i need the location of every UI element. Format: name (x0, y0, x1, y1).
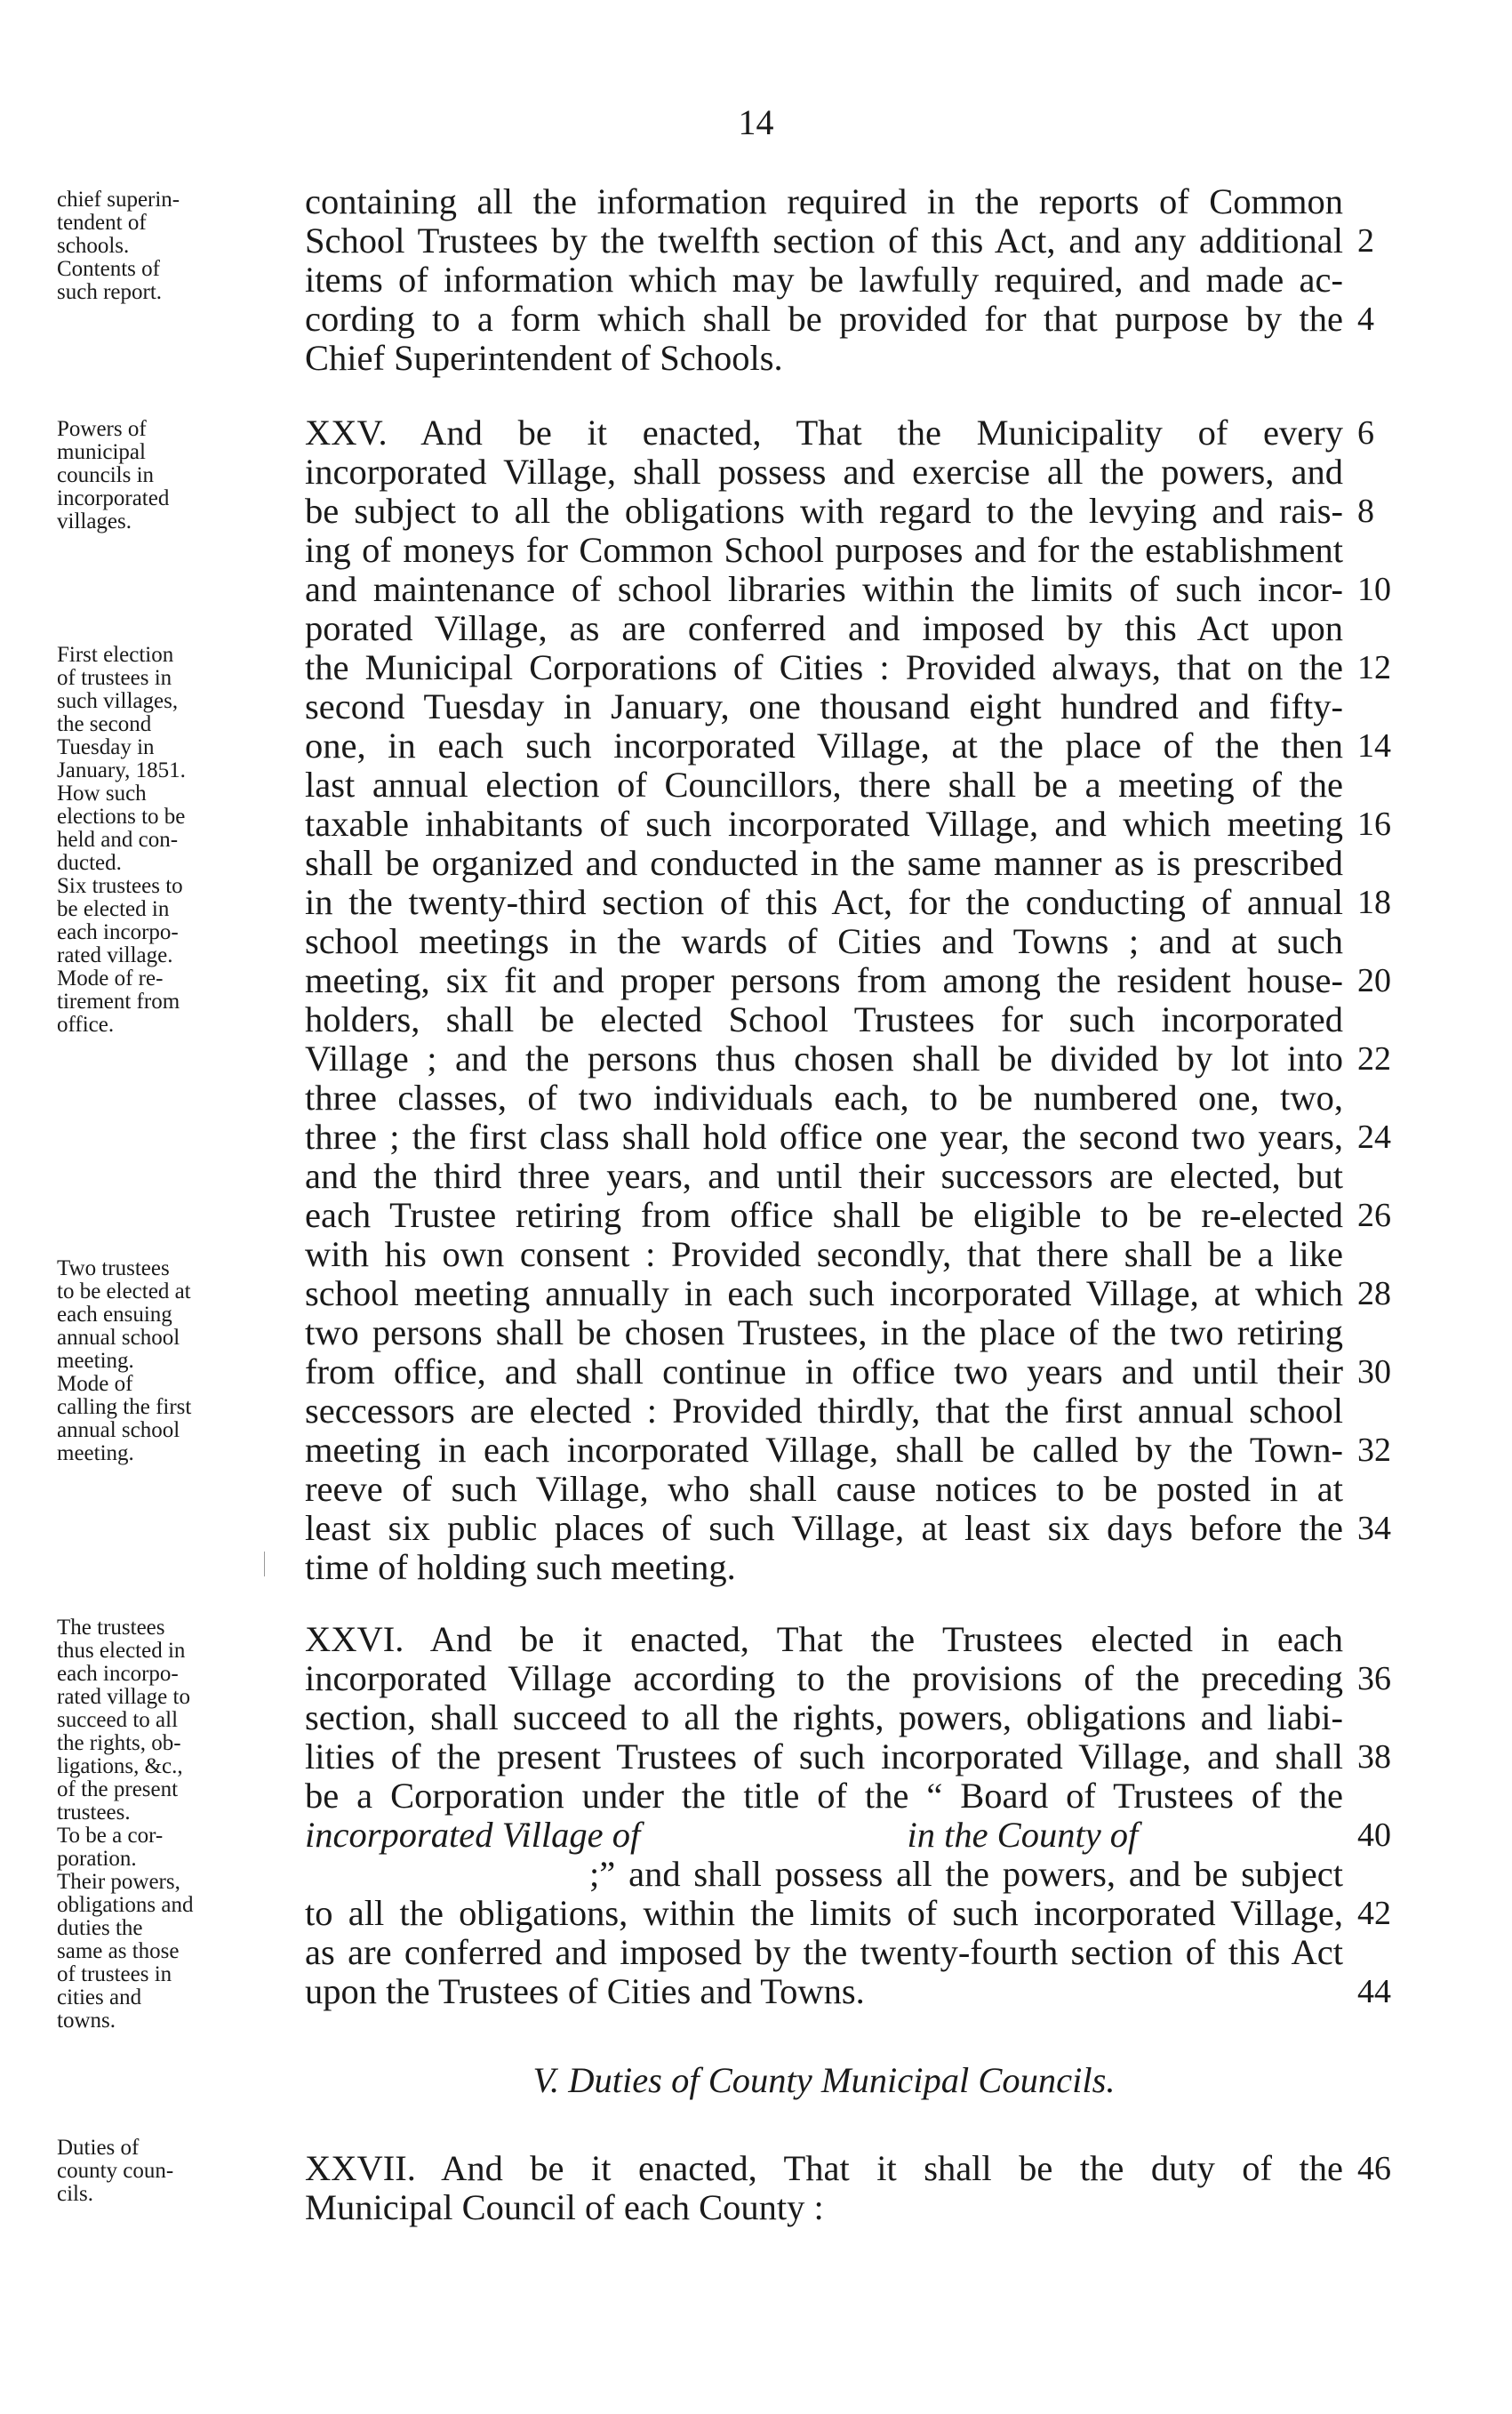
margin-note-line: chief superin- (57, 188, 180, 212)
margin-note-line: such villages, (57, 689, 179, 713)
body-line: shall be organized and conducted in the same manner as is prescribed (305, 843, 1343, 883)
margin-note-line: towns. (57, 2009, 116, 2033)
line-number: 4 (1357, 301, 1374, 338)
line-number: 26 (1357, 1197, 1391, 1234)
body-line: three ; the first class shall hold office one year, the second two years, (305, 1117, 1343, 1157)
body-line: upon the Trustees of Cities and Towns. (305, 1971, 865, 2011)
margin-note-line: obligations and (57, 1893, 194, 1917)
body-line: lities of the present Trustees of such incorporated Village, and shall (305, 1736, 1343, 1776)
margin-note-line: Mode of (57, 1372, 133, 1396)
line-number: 34 (1357, 1510, 1391, 1547)
line-number: 12 (1357, 649, 1391, 686)
line-number: 46 (1357, 2150, 1391, 2187)
margin-note-line: incorporated (57, 486, 170, 510)
margin-note-line: The trustees (57, 1616, 165, 1640)
section-xxvii-first-line: XXVII. And be it enacted, That it shall be the duty of the (305, 2148, 1343, 2188)
body-line: second Tuesday in January, one thousand eight hundred and fifty- (305, 686, 1343, 726)
margin-note-line: cils. (57, 2182, 93, 2206)
body-line: school meetings in the wards of Cities and Towns ; and at such (305, 921, 1343, 961)
margin-note-line: annual school (57, 1418, 180, 1442)
body-line: seccessors are elected : Provided thirdly, that the first annual school (305, 1391, 1343, 1431)
body-line: cording to a form which shall be provided for that purpose by the (305, 299, 1343, 339)
corporation-title-county: in the County of (907, 1815, 1139, 1855)
line-number: 22 (1357, 1040, 1391, 1078)
body-line: with his own consent : Provided secondly, that there shall be a like (305, 1234, 1343, 1274)
margin-note-line: trustees. (57, 1800, 131, 1825)
margin-note-line: Contents of (57, 257, 160, 281)
body-line: ing of moneys for Common School purposes and for the establishment (305, 530, 1343, 570)
margin-note-line: Two trustees (57, 1256, 170, 1280)
body-line: two persons shall be chosen Trustees, in the place of the two retiring (305, 1312, 1343, 1352)
line-number: 6 (1357, 414, 1374, 452)
margin-note-line: tendent of (57, 211, 147, 235)
margin-note-line: each incorpo- (57, 1662, 179, 1686)
margin-note-line: thus elected in (57, 1639, 186, 1663)
margin-note-line: to be elected at (57, 1279, 191, 1303)
line-number: 20 (1357, 962, 1391, 999)
margin-note-line: To be a cor- (57, 1824, 164, 1848)
margin-note-line: calling the first (57, 1395, 192, 1419)
body-line: school meeting annually in each such incorporated Village, at which (305, 1273, 1343, 1313)
body-line: containing all the information required in the reports of Common (305, 181, 1343, 221)
part-heading: V. Duties of County Municipal Councils. (532, 2060, 1116, 2100)
body-line: meeting, six fit and proper persons from among the resident house- (305, 960, 1343, 1000)
line-number: 40 (1357, 1817, 1391, 1854)
line-number: 24 (1357, 1119, 1391, 1156)
margin-note-line: such report. (57, 280, 163, 304)
body-line: last annual election of Councillors, there shall be a meeting of the (305, 765, 1343, 805)
body-line: be subject to all the obligations with regard to the levying and rais- (305, 491, 1343, 531)
margin-note-line: meeting. (57, 1441, 134, 1465)
line-number: 16 (1357, 806, 1391, 843)
margin-note-line: municipal (57, 440, 146, 464)
margin-note-line: January, 1851. (57, 758, 186, 782)
body-line: Municipal Council of each County : (305, 2187, 824, 2227)
line-number: 44 (1357, 1973, 1391, 2010)
body-line: holders, shall be elected School Trustees for such incorporated (305, 999, 1343, 1039)
margin-note-first-election (57, 644, 286, 1037)
line-number: 30 (1357, 1353, 1391, 1391)
margin-note-line: of trustees in (57, 666, 172, 690)
body-line: School Trustees by the twelfth section of this Act, and any additional (305, 221, 1343, 261)
margin-note-line: same as those (57, 1939, 180, 1963)
margin-note-line: the rights, ob- (57, 1731, 181, 1755)
body-line: meeting in each incorporated Village, shall be called by the Town- (305, 1430, 1343, 1470)
margin-note-line: elections to be (57, 805, 186, 829)
line-number: 14 (1357, 727, 1391, 765)
body-line: each Trustee retiring from office shall be eligible to be re-elected (305, 1195, 1343, 1235)
margin-note-line: duties the (57, 1916, 143, 1940)
body-line: and the third three years, and until their successors are elected, but (305, 1156, 1343, 1196)
body-line: to all the obligations, within the limits of such incorporated Village, (305, 1893, 1343, 1933)
margin-note-line: Powers of (57, 417, 147, 441)
margin-note-line: of the present (57, 1777, 179, 1801)
line-number: 32 (1357, 1432, 1391, 1469)
margin-note-line: each ensuing (57, 1303, 172, 1327)
section-xxvi-first-line: XXVI. And be it enacted, That the Trustees elected in each (305, 1619, 1343, 1659)
margin-note-line: councils in (57, 463, 155, 487)
body-line: one, in each such incorporated Village, at the place of the then (305, 726, 1343, 766)
margin-note-trustees-succeed (57, 1616, 286, 2033)
line-number: 18 (1357, 884, 1391, 921)
body-line: Chief Superintendent of Schools. (305, 338, 783, 378)
section-xxv-first-line: XXV. And be it enacted, That the Municipality of every (305, 413, 1343, 453)
margin-note-line: be elected in (57, 897, 170, 921)
body-line: from office, and shall continue in office two years and until their (305, 1351, 1343, 1391)
margin-note-line: of trustees in (57, 1962, 172, 1986)
margin-note-powers-of-councils (57, 418, 286, 533)
body-line: reeve of such Village, who shall cause notices to be posted in at (305, 1469, 1343, 1509)
margin-note-line: each incorpo- (57, 920, 179, 944)
line-number: 28 (1357, 1275, 1391, 1312)
margin-note-line: schools. (57, 234, 130, 258)
line-number: 2 (1357, 222, 1374, 260)
body-line: and maintenance of school libraries within the limits of such incor- (305, 569, 1343, 609)
body-line: section, shall succeed to all the rights, powers, obligations and liabi- (305, 1697, 1343, 1737)
margin-note-line: county coun- (57, 2159, 174, 2183)
body-line: three classes, of two individuals each, to be numbered one, two, (305, 1078, 1343, 1118)
margin-note-line: rated village to (57, 1685, 190, 1709)
margin-note-line: First election (57, 643, 174, 667)
line-number: 36 (1357, 1660, 1391, 1697)
body-line: time of holding such meeting. (305, 1547, 736, 1587)
margin-note-line: succeed to all (57, 1708, 179, 1732)
margin-note-line: ligations, &c., (57, 1754, 183, 1778)
margin-note-line: How such (57, 782, 147, 806)
margin-note-line: office. (57, 1013, 115, 1037)
body-line: be a Corporation under the title of the “ Board of Trustees of the (305, 1776, 1343, 1816)
margin-note-line: poration. (57, 1847, 137, 1871)
margin-note-duties-of-councils (57, 2137, 286, 2206)
line-number: 10 (1357, 571, 1391, 608)
page-number: 14 (738, 102, 774, 142)
body-line: the Municipal Corporations of Cities : Provided always, that on the (305, 647, 1343, 687)
body-line: ;” and shall possess all the powers, and be subject (589, 1854, 1343, 1894)
margin-note-line: annual school (57, 1326, 180, 1350)
margin-note-contents-of-report (57, 188, 286, 304)
body-line: least six public places of such Village, at least six days before the (305, 1508, 1343, 1548)
margin-note-line: Their powers, (57, 1870, 180, 1894)
margin-note-line: villages. (57, 509, 132, 533)
body-line: incorporated Village, shall possess and exercise all the powers, and (305, 452, 1343, 492)
margin-note-line: held and con- (57, 828, 179, 852)
margin-note-line: Six trustees to (57, 874, 183, 898)
margin-note-two-trustees (57, 1257, 286, 1465)
body-line: Village ; and the persons thus chosen shall be divided by lot into (305, 1039, 1343, 1079)
margin-note-line: the second (57, 712, 152, 736)
margin-note-line: cities and (57, 1985, 142, 2009)
line-number: 38 (1357, 1738, 1391, 1776)
margin-note-line: meeting. (57, 1349, 134, 1373)
line-number: 42 (1357, 1895, 1391, 1932)
margin-note-line: Duties of (57, 2136, 140, 2160)
body-line: items of information which may be lawfully required, and made ac- (305, 260, 1343, 300)
body-line-title-part (305, 1816, 1343, 1855)
body-line: incorporated Village according to the provisions of the preceding (305, 1658, 1343, 1698)
margin-rule (264, 1552, 265, 1576)
margin-note-line: rated village. (57, 943, 173, 967)
body-line: in the twenty-third section of this Act, for the conducting of annual (305, 882, 1343, 922)
body-line: as are conferred and imposed by the twenty-fourth section of this Act (305, 1932, 1343, 1972)
margin-note-line: ducted. (57, 851, 122, 875)
body-line: taxable inhabitants of such incorporated Village, and which meeting (305, 804, 1343, 844)
corporation-title-start: incorporated Village of (305, 1815, 641, 1855)
line-number: 8 (1357, 493, 1374, 530)
body-line: porated Village, as are conferred and imposed by this Act upon (305, 608, 1343, 648)
margin-note-line: Mode of re- (57, 966, 164, 990)
margin-note-line: tirement from (57, 990, 180, 1014)
margin-note-line: Tuesday in (57, 735, 155, 759)
